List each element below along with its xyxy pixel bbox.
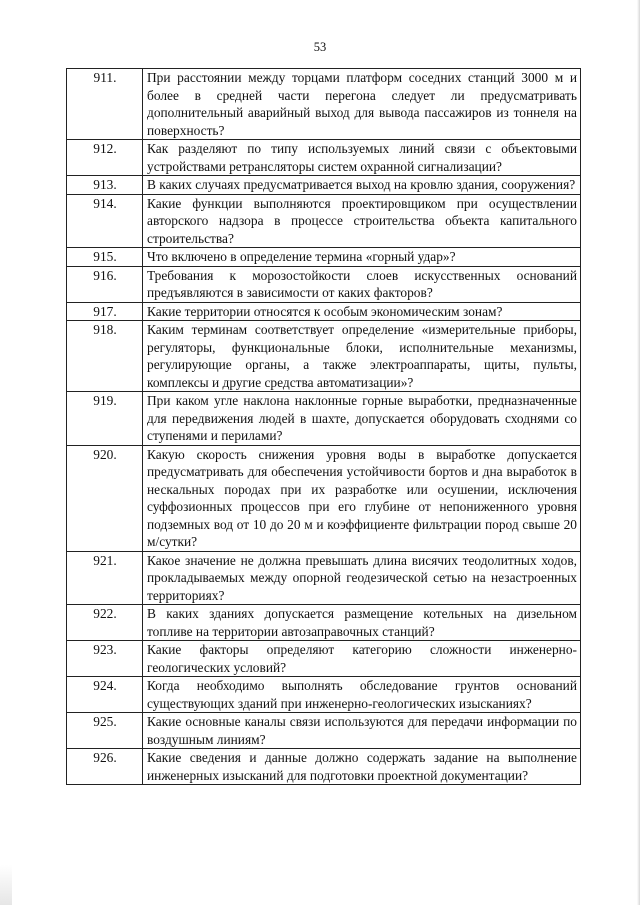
table-row <box>67 641 581 677</box>
table-row <box>67 321 581 392</box>
question-number: 912. <box>67 140 143 176</box>
question-number: 924. <box>67 677 143 713</box>
question-text: В каких зданиях допускается размещение котельных на дизельном топливе на территории автозаправочных станций? <box>143 605 581 641</box>
table-row <box>67 140 581 176</box>
question-text: Какие основные каналы связи используются для передачи информации по воздушным линиям? <box>143 713 581 749</box>
question-number: 911. <box>67 69 143 140</box>
table-row <box>67 248 581 267</box>
question-text: Каким терминам соответствует определение «измерительные приборы, регуляторы, функциональные блоки, исполнительные механизмы, регулирующие органы, а также электроаппараты, щиты, пульты, комплексы и другие средства автоматизации»? <box>143 321 581 392</box>
question-text: Какие функции выполняются проектировщиком при осуществлении авторского надзора в процессе строительства объекта капитального строительства? <box>143 194 581 248</box>
question-number: 919. <box>67 392 143 446</box>
question-text: Когда необходимо выполнять обследование грунтов оснований существующих зданий при инженерно-геологических изысканиях? <box>143 677 581 713</box>
question-text: В каких случаях предусматривается выход на кровлю здания, сооружения? <box>143 176 581 195</box>
question-text: При каком угле наклона наклонные горные выработки, предназначенные для передвижения людей в шахте, допускается оборудовать сходнями со ступенями и перилами? <box>143 392 581 446</box>
question-text: При расстоянии между торцами платформ соседних станций 3000 м и более в средней части перегона следует ли предусматривать дополнительный аварийный выход для вывода пассажиров из тоннеля на поверхность? <box>143 69 581 140</box>
table-row <box>67 749 581 785</box>
question-number: 918. <box>67 321 143 392</box>
table-row <box>67 551 581 605</box>
question-number: 925. <box>67 713 143 749</box>
question-number: 914. <box>67 194 143 248</box>
table-row <box>67 266 581 302</box>
question-number: 913. <box>67 176 143 195</box>
question-number: 916. <box>67 266 143 302</box>
question-number: 921. <box>67 551 143 605</box>
table-row <box>67 392 581 446</box>
question-text: Как разделяют по типу используемых линий связи с объектовыми устройствами ретрансляторы систем охранной сигнализации? <box>143 140 581 176</box>
question-text: Какие сведения и данные должно содержать задание на выполнение инженерных изысканий для подготовки проектной документации? <box>143 749 581 785</box>
questions-table <box>66 68 581 785</box>
table-row <box>67 194 581 248</box>
table-row <box>67 176 581 195</box>
table-row <box>67 302 581 321</box>
table-row <box>67 713 581 749</box>
question-number: 920. <box>67 445 143 551</box>
table-row <box>67 445 581 551</box>
question-number: 915. <box>67 248 143 267</box>
question-number: 926. <box>67 749 143 785</box>
question-text: Какую скорость снижения уровня воды в выработке допускается предусматривать для обеспечения устойчивости бортов и дна выработок в нескальных породах при их разработке или осушении, исключения суффозионных процессов при его глубине от непониженного уровня подземных вод от 10 до 20 м и коэффициенте фильтрации пород свыше 20 м/сутки? <box>143 445 581 551</box>
question-number: 922. <box>67 605 143 641</box>
question-number: 917. <box>67 302 143 321</box>
scan-corner-mark <box>0 865 12 905</box>
table-row <box>67 69 581 140</box>
question-text: Что включено в определение термина «горный удар»? <box>143 248 581 267</box>
table-row <box>67 605 581 641</box>
question-text: Какие территории относятся к особым экономическим зонам? <box>143 302 581 321</box>
page-number: 53 <box>313 40 327 54</box>
table-row <box>67 677 581 713</box>
question-text: Какое значение не должна превышать длина висячих теодолитных ходов, прокладываемых между опорной геодезической сетью на незастроенных территориях? <box>143 551 581 605</box>
question-number: 923. <box>67 641 143 677</box>
question-text: Требования к морозостойкости слоев искусственных оснований предъявляются в зависимости от каких факторов? <box>143 266 581 302</box>
question-text: Какие факторы определяют категорию сложности инженерно-геологических условий? <box>143 641 581 677</box>
